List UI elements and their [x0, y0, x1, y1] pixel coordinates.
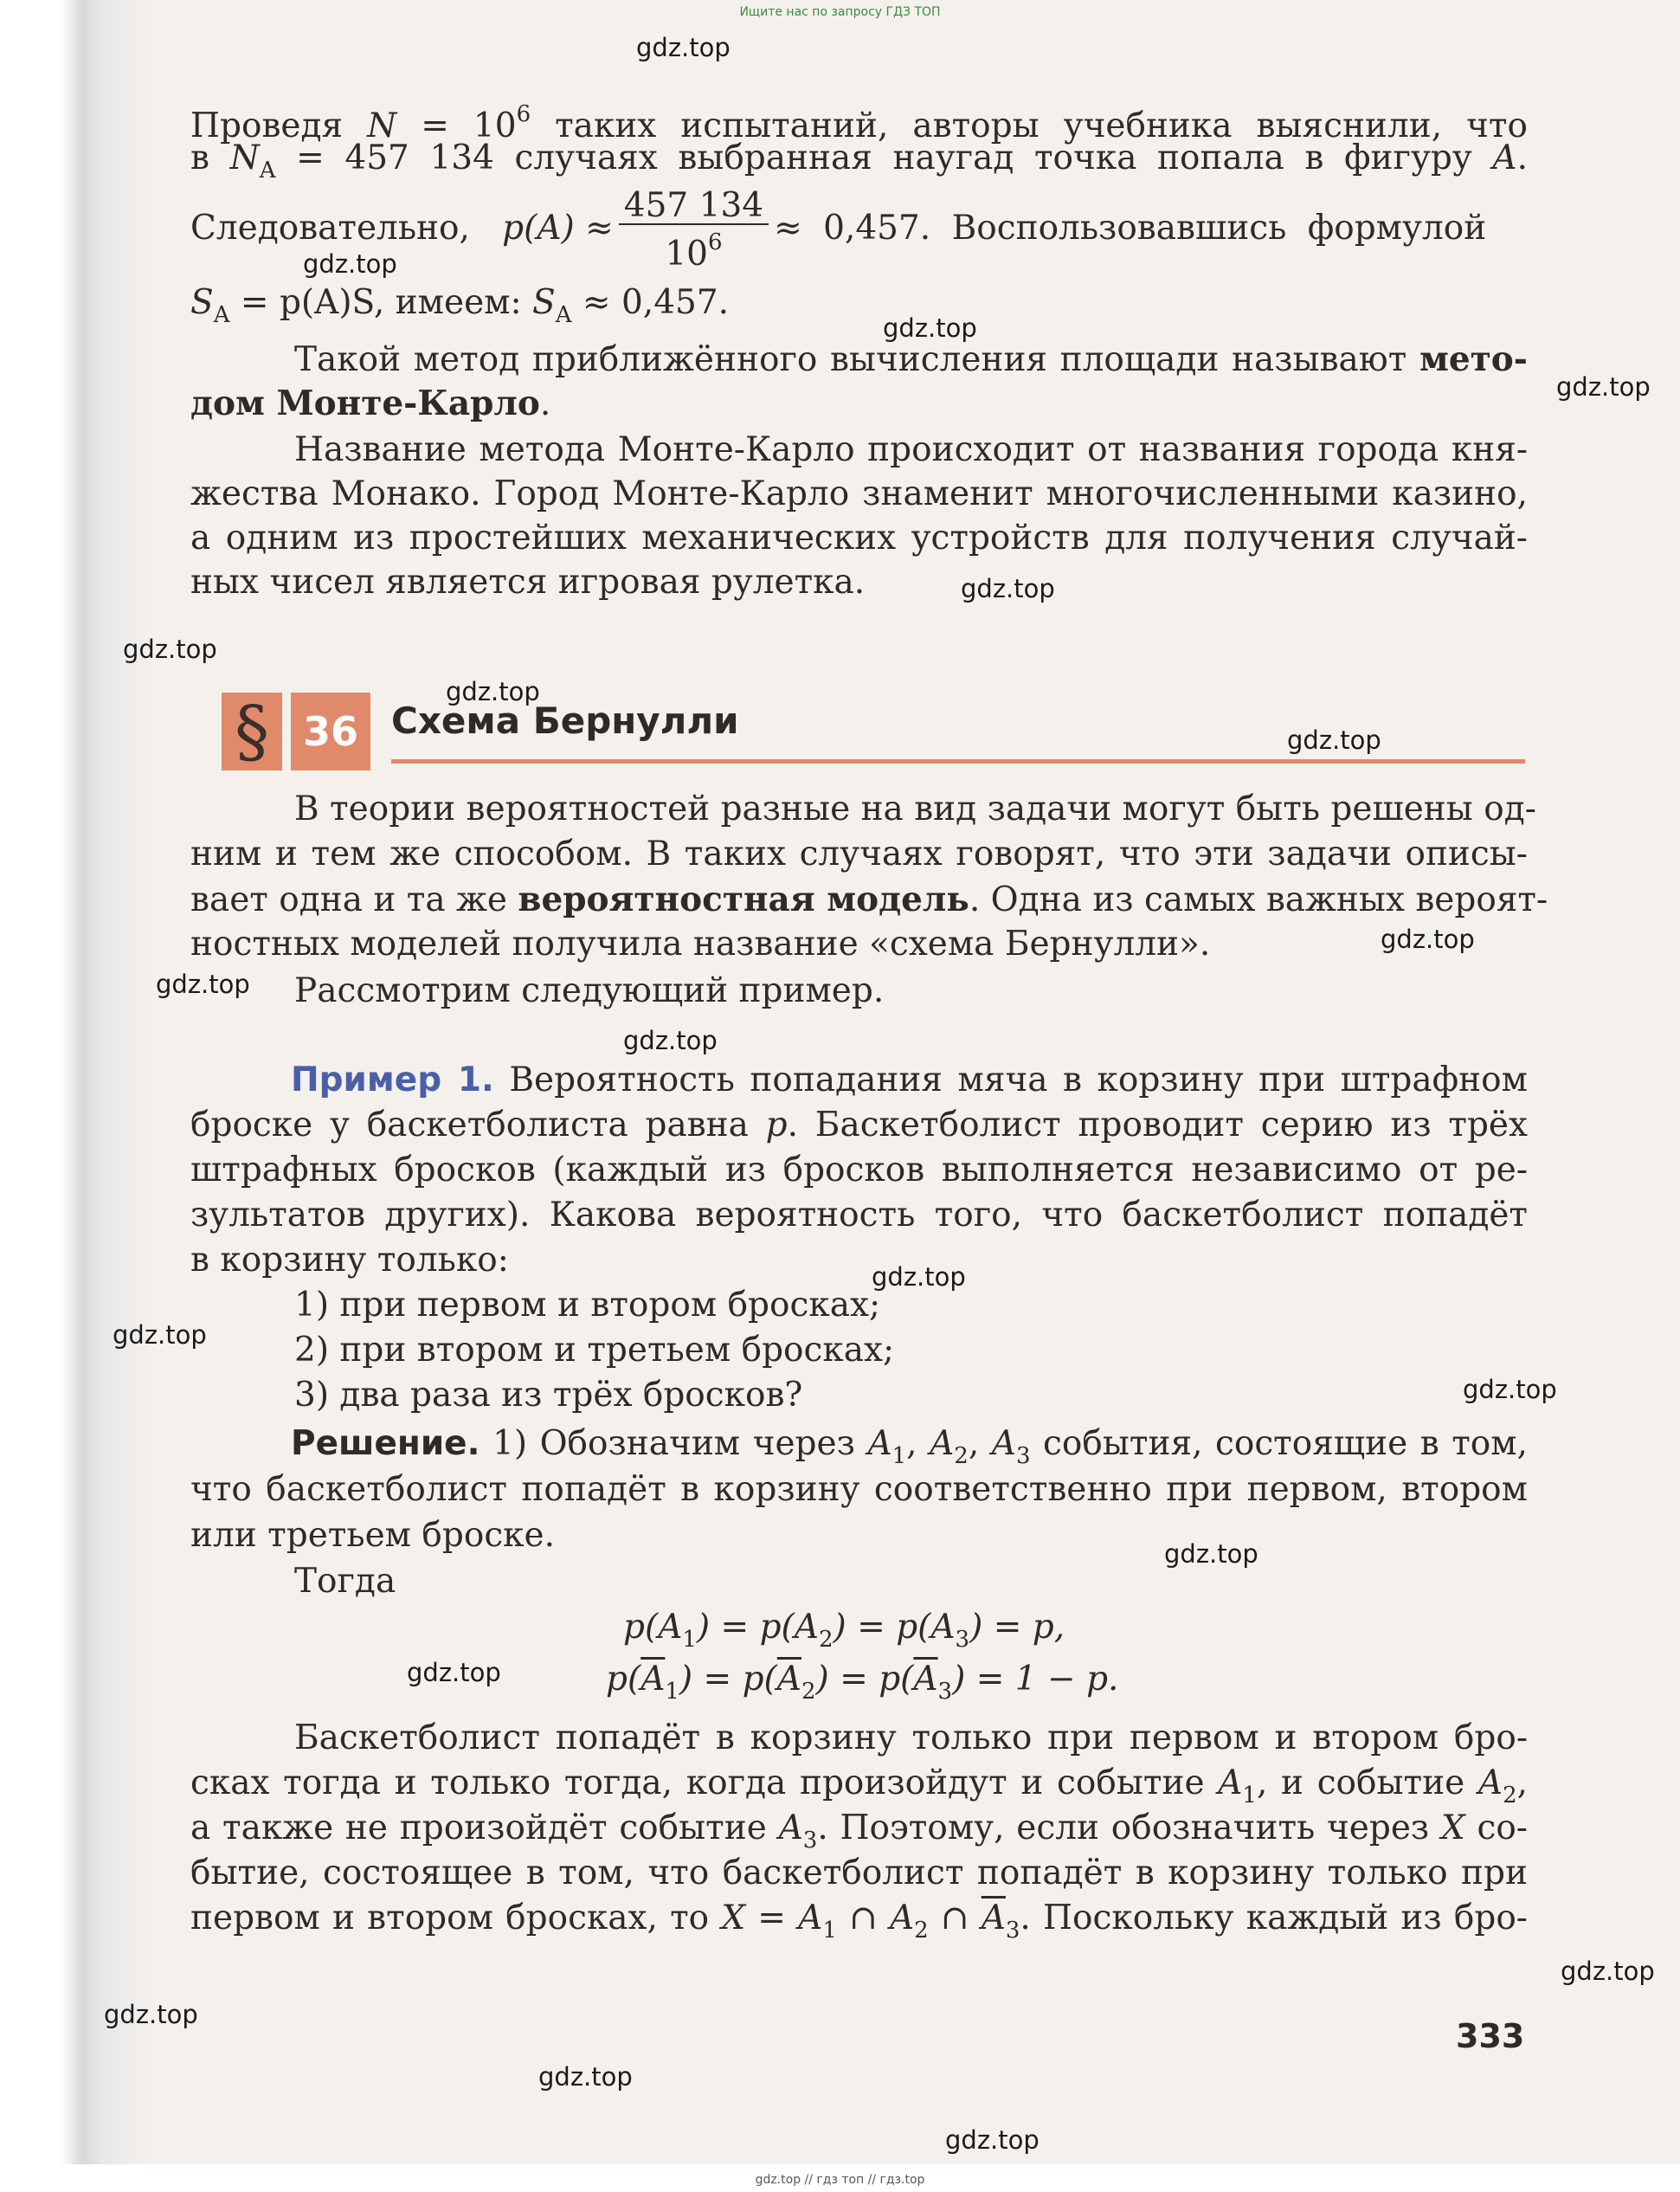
- equation: $p(A_1) = p(A_2) = p(A_3) = p$,: [623, 1608, 1065, 1653]
- watermark: gdz.top: [156, 970, 250, 999]
- example-line: Пример 1. Вероятность попадания мяча в корзину при штрафном: [291, 1061, 1528, 1099]
- watermark: gdz.top: [407, 1658, 501, 1687]
- text-line: в корзину только:: [190, 1241, 509, 1280]
- watermark: gdz.top: [872, 1262, 966, 1292]
- watermark: gdz.top: [623, 1026, 718, 1055]
- text-line: жества Монако. Город Монте-Карло знаменит многочисленными казино,: [190, 474, 1528, 513]
- text-line: Тогда: [294, 1562, 396, 1601]
- formula-line: $S_A = p(A)S$, имеем: $S_A \approx 0,457$.: [190, 283, 730, 328]
- watermark: gdz.top: [883, 313, 977, 343]
- watermark: gdz.top: [123, 635, 217, 664]
- text-line: дом Монте-Карло.: [190, 384, 551, 423]
- watermark: gdz.top: [1164, 1539, 1258, 1569]
- text-line: а одним из простейших механических устройств для получения случай-: [190, 519, 1528, 558]
- watermark: gdz.top: [1381, 925, 1475, 954]
- list-item: 3) два раза из трёх бросков?: [294, 1376, 803, 1415]
- watermark: gdz.top: [961, 574, 1055, 603]
- text-line: Такой метод приближённого вычисления площади называют мето-: [294, 339, 1528, 379]
- watermark: gdz.top: [303, 249, 397, 279]
- section-symbol: §: [222, 693, 282, 770]
- text-line: зультатов других). Какова вероятность того, что баскетболист попадёт: [190, 1196, 1528, 1235]
- watermark: gdz.top: [1556, 372, 1651, 402]
- text-line: Баскетболист попадёт в корзину только при первом и втором бро-: [294, 1718, 1528, 1757]
- watermark: gdz.top: [1287, 725, 1381, 755]
- text-line: штрафных бросков (каждый из бросков выполняется независимо от ре-: [190, 1151, 1528, 1189]
- section-number: 36: [291, 693, 370, 770]
- equation: $p(\overline{A}_1) = p(\overline{A}_2) = p(\overline{A}_3) = 1 - p$.: [606, 1660, 1119, 1705]
- text-line: сках тогда и только тогда, когда произойдут и событие $A_1$, и событие $A_2$,: [190, 1763, 1529, 1808]
- header-note: Ищите нас по запросу ГДЗ ТОП: [739, 5, 941, 19]
- text-line: Проведя $N = 10^6$ таких испытаний, авторы учебника выяснили, что: [190, 101, 1528, 145]
- watermark: gdz.top: [945, 2125, 1040, 2155]
- section-rule: [391, 759, 1525, 764]
- watermark: gdz.top: [636, 33, 731, 62]
- watermark: gdz.top: [113, 1320, 207, 1350]
- text-line: или третьем броске.: [190, 1516, 556, 1555]
- watermark: gdz.top: [446, 677, 540, 706]
- text-line: первом и втором бросках, то $X = A_1$ ∩ $A_2$ ∩ $\overline{A}_3$. Поскольку каждый из бро-: [190, 1899, 1528, 1944]
- fraction: $\frac{457 134}{10^6}$: [619, 189, 769, 272]
- page-number: 333: [1456, 2017, 1525, 2055]
- text-line: в $N_A = 457$ 134 случаях выбранная наугад точка попала в фигуру A.: [190, 139, 1528, 184]
- text-line: а также не произойдёт событие $A_3$. Поэтому, если обозначить через X со-: [190, 1808, 1528, 1854]
- list-item: 2) при втором и третьем бросках;: [294, 1331, 895, 1370]
- text-line: ных чисел является игровая рулетка.: [190, 563, 866, 602]
- text-line: Рассмотрим следующий пример.: [294, 971, 885, 1010]
- watermark: gdz.top: [104, 2000, 198, 2029]
- list-item: 1) при первом и втором бросках;: [294, 1286, 881, 1325]
- text-line: броске у баскетболиста равна p. Баскетболист проводит серию из трёх: [190, 1106, 1528, 1144]
- solution-line: Решение. 1) Обозначим через $A_1$, $A_2$, $A_3$ события, состоящие в том,: [291, 1424, 1529, 1469]
- watermark: gdz.top: [538, 2062, 633, 2092]
- text-line: бытие, состоящее в том, что баскетболист попадёт в корзину только при: [190, 1854, 1528, 1892]
- book-spine-shadow: [0, 0, 151, 2192]
- text-line: что баскетболист попадёт в корзину соответственно при первом, втором: [190, 1470, 1528, 1509]
- text-line: вает одна и та же вероятностная модель. Одна из самых важных вероят-: [190, 880, 1548, 919]
- text-line: Название метода Монте-Карло происходит от названия города кня-: [294, 430, 1528, 469]
- watermark: gdz.top: [1561, 1957, 1655, 1986]
- section-title: Схема Бернулли: [391, 700, 739, 742]
- formula-line: Следовательно, p(A) ≈ $\frac{457 134}{10^6}$ ≈ 0,457. Воспользовавшись формулой: [190, 186, 1487, 274]
- example-label: Пример 1.: [291, 1061, 494, 1099]
- watermark: gdz.top: [1463, 1375, 1557, 1404]
- footer-note: gdz.top // гдз топ // гдз.top: [755, 2173, 925, 2187]
- text-line: ностных моделей получила название «схема Бернулли».: [190, 925, 1211, 964]
- text-line: В теории вероятностей разные на вид задачи могут быть решены од-: [294, 790, 1536, 828]
- text-line: ним и тем же способом. В таких случаях говорят, что эти задачи описы-: [190, 835, 1528, 874]
- solution-label: Решение.: [291, 1424, 480, 1463]
